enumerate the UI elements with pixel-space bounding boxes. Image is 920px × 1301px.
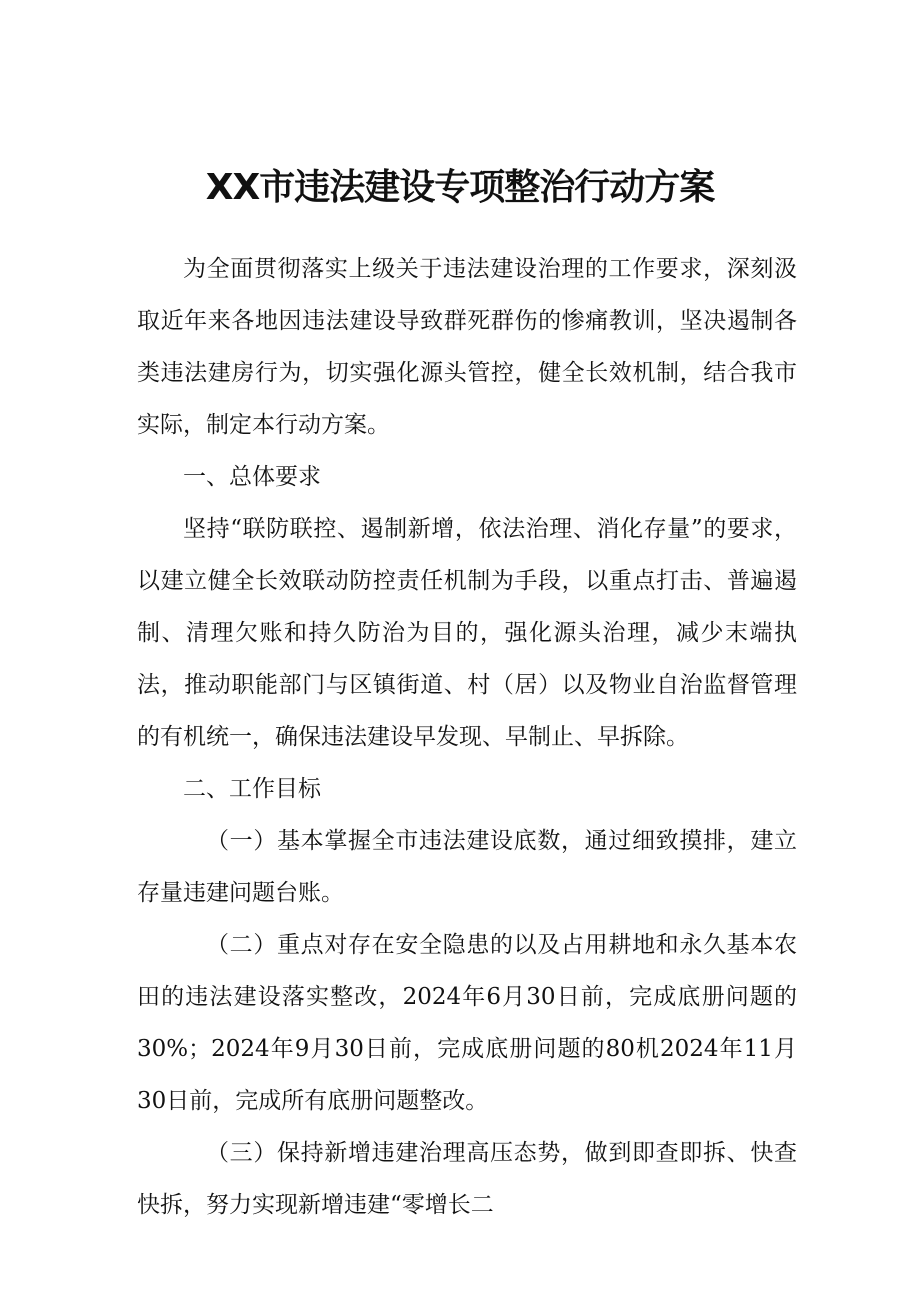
section-heading-work-goals: 二、工作目标 — [183, 776, 321, 802]
general-requirements-paragraph: 坚持“联防联控、遏制新增，依法治理、消化存量”的要求，以建立健全长效联动防控责任机制为手段，以重点打击、普遍遏制、清理欠账和持久防治为目的，强化源头治理，减少末端执法，推动职能部门与区镇街道、村（居）以及物业自治监督管理的有机统一，确保违法建设早发现、早制止、早拆除。 — [137, 516, 797, 750]
page-title: XX市违法建设专项整治行动方案 — [205, 167, 715, 208]
work-goal-item-2: （二）重点对存在安全隐患的以及占用耕地和永久基本农田的违法建设落实整改，2024年6月30日前，完成底册问题的30%；2024年9月30日前，完成底册问题的80机2024年11月30日前，完成所有底册问题整改。 — [137, 932, 797, 1114]
work-goal-item-3: （三）保持新增违建治理高压态势，做到即查即拆、快查快拆，努力实现新增违建“零增长二 — [137, 1140, 797, 1218]
document-body — [137, 243, 797, 1231]
section-heading-general-requirements: 一、总体要求 — [183, 464, 321, 490]
work-goal-item-1: （一）基本掌握全市违法建设底数，通过细致摸排，建立存量违建问题台账。 — [137, 828, 797, 906]
intro-paragraph: 为全面贯彻落实上级关于违法建设治理的工作要求，深刻汲取近年来各地因违法建设导致群死群伤的惨痛教训，坚决遏制各类违法建房行为，切实强化源头管控，健全长效机制，结合我市实际，制定本行动方案。 — [137, 256, 797, 438]
